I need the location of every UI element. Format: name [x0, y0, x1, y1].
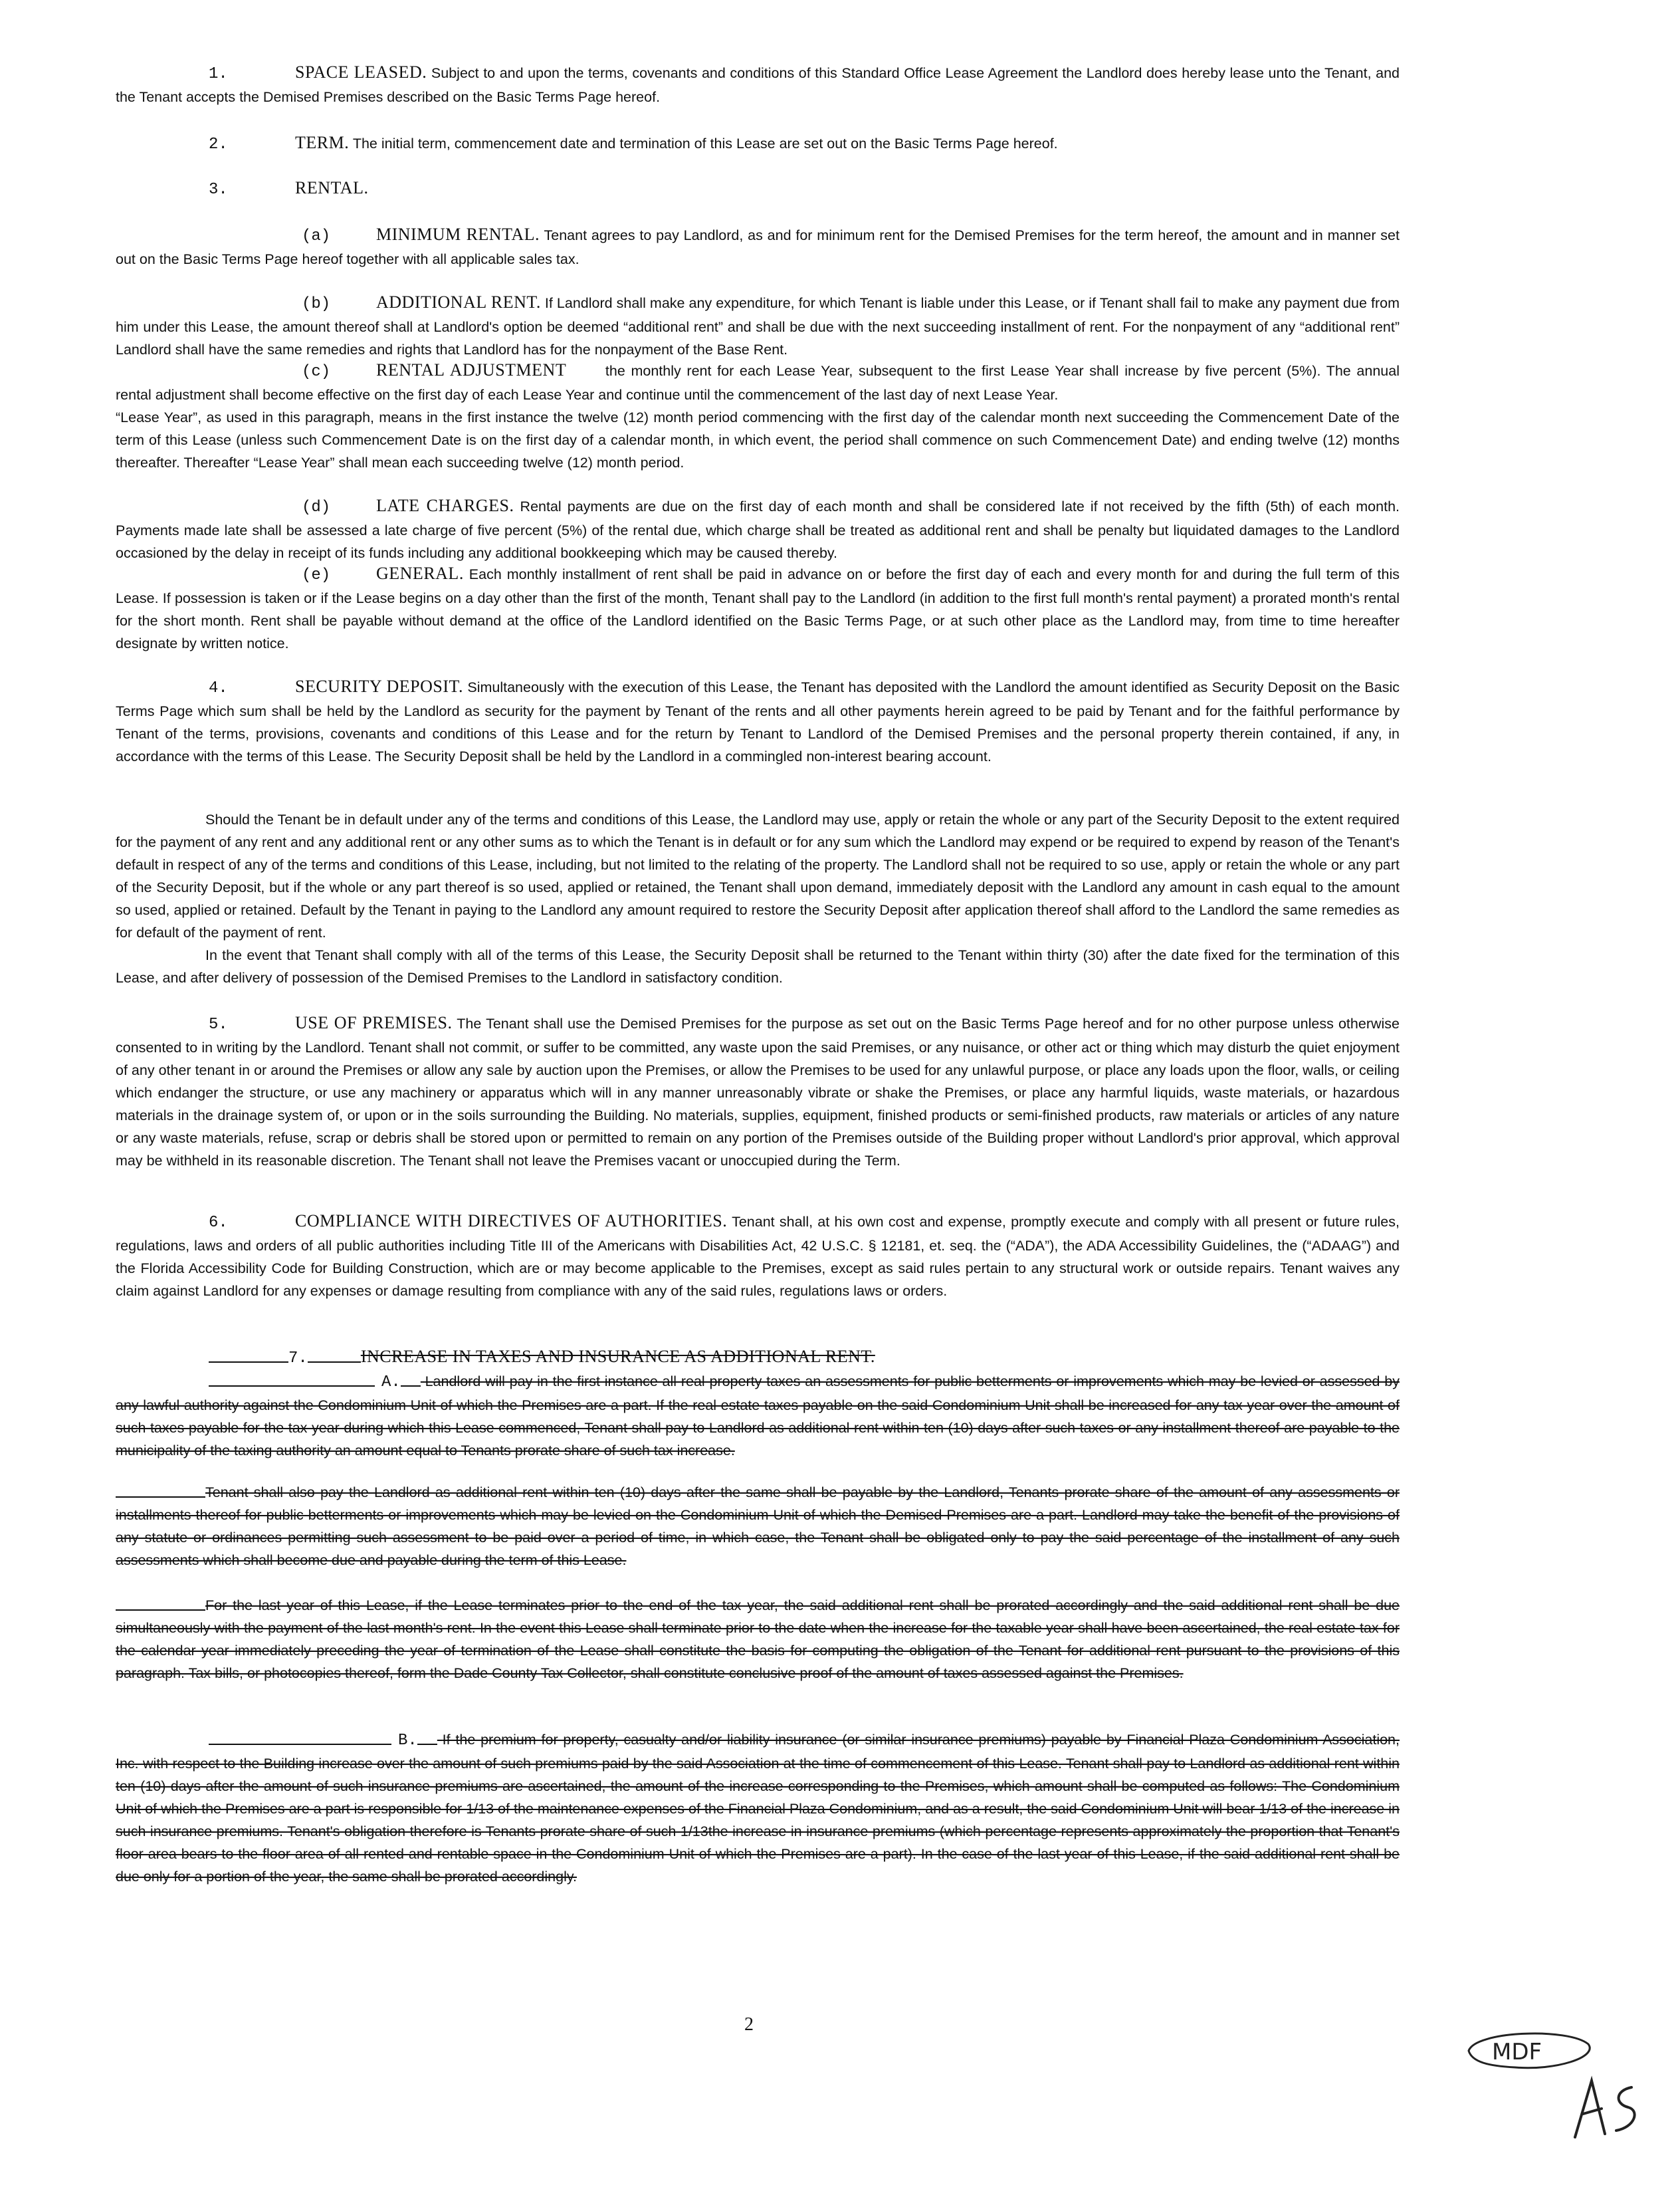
initials-signature [1568, 2067, 1648, 2147]
subsection-body: If Landlord shall make any expenditure, for which Tenant is liable under this Lease, or if Tenant shall fail to make any payment due from him under this Lease, the amount thereof shall at Landlord's option be deemed “additional rent” and shall be due with the next succeeding installment of rent. For the nonpayment of any “additional rent” Landlord shall have the same remedies and rights that Landlord has for the nonpayment of the Base Rent. [116, 295, 1400, 358]
section-body: The Tenant shall use the Demised Premises for the purpose as set out on the Basic Terms Page hereof and for no other purpose unless otherwise consented to in writing by the Landlord. Tenant shall not commit, or suffer to be committed, any waste upon the said Premises, or any nuisance, or other act or thing which may disturb the quiet enjoyment of any other tenant in or around the Premises or allow any sale by auction upon the Premises, or allow the Premises to be used for any unlawful purpose, or place any loads upon the floor, walls, or ceiling which endanger the structure, or use any machinery or apparatus which will in any manner unreasonably vibrate or shake the Premises, or place any harmful liquids, waste materials, or hazardous materials in the drainage system of, or upon or in the soils surrounding the Building. No materials, supplies, equipment, finished products or semi-finished products, raw materials or articles of any nature or any waste materials, refuse, scrap or debris shall be stored upon or permitted to remain on any portion of the Premises outside of the Building proper without Landlord's prior approval, which approval may be withheld in its reasonable discretion. The Tenant shall not leave the Premises vacant or unoccupied during the Term. [116, 1016, 1400, 1169]
section-7-paragraph-3-deleted [116, 1594, 1400, 1684]
section-number: 4. [209, 679, 228, 697]
subsection-heading: MINIMUM RENTAL. [376, 225, 540, 244]
section-7b-deleted [116, 1728, 1400, 1888]
subsection-body: the monthly rent for each Lease Year, subsequent to the first Lease Year shall increase by five percent (5%). The annual rental adjustment shall become effective on the first day of each Lease Year and continue until the commencement of the last day of next Lease Year. [116, 363, 1400, 403]
subsection-number: A. [381, 1373, 401, 1391]
section-number: 7. [288, 1349, 308, 1367]
section-heading: COMPLIANCE WITH DIRECTIVES OF AUTHORITIES. [295, 1211, 728, 1230]
section-4 [116, 675, 1400, 768]
subsection-heading: RENTAL ADJUSTMENT [376, 360, 567, 380]
section-heading: RENTAL. [295, 178, 369, 197]
section-number: 2. [209, 136, 228, 154]
paragraph-text: Should the Tenant be in default under any of the terms and conditions of this Lease, the Landlord may use, apply or retain the whole or any part of the Security Deposit to the extent required for the payment of any rent and any additional rent or any other sums as to which the Tenant is in default or for any sum which the Landlord may expend or be required to expend by reason of the Tenant's default in respect of any of the terms and conditions of this Lease, including, but not limited to the relating of the property. The Landlord shall not be required to so use, apply or retain the whole or any part of the Security Deposit, but if the whole or any part thereof is so used, applied or retained, the Tenant shall upon demand, immediately deposit with the Landlord any amount in cash equal to the amount so used, applied or retained. Default by the Tenant in paying to the Landlord any amount required to restore the Security Deposit after application thereof shall afford to the Landlord the same remedies as for default of the payment of rent. [116, 812, 1400, 941]
subsection-body: If the premium for property, casualty and/or liability insurance (or similar insurance premiums) payable by Financial Plaza Condominium Association, Inc. with respect to the Building increase over the amount of such premiums paid by the said Association at the time of commencement of this Lease. Tenant shall pay to Landlord as additional rent within ten (10) days after the amount of such insurance premiums are ascertained, the amount of the increase corresponding to the Premises, which amount shall be computed as follows: The Condominium Unit of which the Premises are a part is responsible for 1/13 of the maintenance expenses of the Financial Plaza Condominium, and as a result, the said Condominium Unit will bear 1/13 of the increase in such insurance premiums. Tenant's obligation therefore is Tenants prorate share of such 1/13the increase in insurance premiums (which percentage represents approximately the proportion that Tenant's floor area bears to the floor area of all rented and rentable space in the Condominium Unit of which the Premises are a part). In the case of the last year of this Lease, if the said additional rent shall be due only for a portion of the year, the same shall be prorated accordingly. [116, 1732, 1400, 1885]
section-heading: SECURITY DEPOSIT. [295, 677, 463, 696]
section-7-deleted [116, 1345, 1400, 1462]
subsection-heading: ADDITIONAL RENT. [376, 292, 541, 312]
initials-stamp: MDF [1492, 2039, 1542, 2065]
section-4-paragraph-2 [116, 808, 1400, 944]
section-2 [116, 132, 1400, 156]
section-6 [116, 1210, 1400, 1302]
section-heading: USE OF PREMISES. [295, 1013, 453, 1032]
section-3e [116, 562, 1400, 655]
section-number: 3. [209, 181, 228, 199]
subsection-number: (d) [302, 499, 331, 517]
section-3 [116, 177, 1400, 201]
paragraph-text: Tenant shall also pay the Landlord as additional rent within ten (10) days after the same shall be payable by the Landlord, Tenants prorate share of the amount of any assessments or installments thereof for public betterments or improvements which may be levied on the Condominium Unit of which the Demised Premises are a part. Landlord may take the benefit of the provisions of any statute or ordinances permitting such assessment to be paid over a period of time, in which case, the Tenant shall be obligated only to pay the said percentage of the installment of any such assessments which shall become due and payable during the term of this Lease. [116, 1484, 1400, 1568]
section-number: 6. [209, 1214, 228, 1232]
section-4-paragraph-3 [116, 944, 1400, 989]
subsection-number: B. [398, 1732, 417, 1750]
subsection-body: Rental payments are due on the first day of each month and shall be considered late if not received by the fifth (5th) of each month. Payments made late shall be assessed a late charge of five percent (5%) of the rental due, which charge shall be treated as additional rent and shall be penalty but liquidated damages to the Landlord occasioned by the delay in receipt of its funds including any additional bookkeeping which may be caused thereby. [116, 499, 1400, 561]
section-body: The initial term, commencement date and termination of this Lease are set out on the Basic Terms Page hereof. [352, 136, 1058, 152]
subsection-body: Tenant agrees to pay Landlord, as and for minimum rent for the Demised Premises for the term hereof, the amount and in manner set out on the Basic Terms Page hereof together with all applicable sales tax. [116, 227, 1400, 267]
subsection-number: (c) [302, 363, 331, 381]
page-number: 2 [744, 2014, 754, 2035]
section-heading: TERM. [295, 133, 350, 152]
section-1 [116, 61, 1400, 108]
section-heading: INCREASE IN TAXES AND INSURANCE AS ADDITIONAL RENT. [360, 1347, 875, 1366]
section-3d [116, 495, 1400, 564]
paragraph-text: For the last year of this Lease, if the Lease terminates prior to the end of the tax year, the said additional rent shall be prorated accordingly and the said additional rent shall be due simultaneously with the payment of the last month's rent. In the event this Lease shall terminate prior to the date when the increase for the taxable year shall have been ascertained, the real estate tax for the calendar year immediately preceding the year of termination of the Lease shall constitute the basis for computing the obligation of the Tenant for additional rent pursuant to the provisions of this paragraph. Tax bills, or photocopies thereof, form the Dade County Tax Collector, shall constitute conclusive proof of the amount of taxes assessed against the Premises. [116, 1597, 1400, 1681]
section-body: Tenant shall, at his own cost and expense, promptly execute and comply with all present or future rules, regulations, laws and orders of all public authorities including Title III of the Americans with Disabilities Act, 42 U.S.C. § 12181, et. seq. the (“ADA”), the ADA Accessibility Guidelines, the (“ADAAG”) and the Florida Accessibility Code for Building Construction, which are or may become applicable to the Premises, except as said rules pertain to any structural work or outside repairs. Tenant waives any claim against Landlord for any expenses or damage resulting from compliance with any of the said rules, regulations laws or orders. [116, 1214, 1400, 1299]
subsection-body: Each monthly installment of rent shall be paid in advance on or before the first day of each and every month for and during the full term of this Lease. If possession is taken or if the Lease begins on a day other than the first of the month, Tenant shall pay to the Landlord (in addition to the first full month's rental payment) a prorated month's rental for the short month. Rent shall be payable without demand at the office of the Landlord identified on the Basic Terms Page, or at such other place as the Landlord may, from time to time hereafter designate by written notice. [116, 566, 1400, 651]
section-3b [116, 291, 1400, 361]
section-number: 5. [209, 1016, 228, 1034]
subsection-number: (a) [302, 227, 331, 245]
section-body: Simultaneously with the execution of this Lease, the Tenant has deposited with the Landlord the amount identified as Security Deposit on the Basic Terms Page which sum shall be held by the Landlord as security for the payment by Tenant of the rents and all other payments herein agreed to be paid by Tenant and for the faithful performance by Tenant of the terms, provisions, covenants and conditions of this Lease and for the return by Tenant to Landlord of the Demised Premises and the personal property therein contained, if any, in accordance with the terms of this Lease. The Security Deposit shall be held by the Landlord in a commingled non-interest bearing account. [116, 679, 1400, 764]
subsection-heading: LATE CHARGES. [376, 496, 514, 515]
subsection-number: (b) [302, 295, 331, 313]
section-body: Subject to and upon the terms, covenants and conditions of this Standard Office Lease Agreement the Landlord does hereby lease unto the Tenant, and the Tenant accepts the Demised Premises described on the Basic Terms Page hereof. [116, 65, 1400, 105]
section-3c [116, 359, 1400, 474]
section-number: 1. [209, 65, 228, 83]
subsection-number: (e) [302, 566, 331, 584]
section-7-paragraph-2-deleted [116, 1481, 1400, 1571]
paragraph-text: In the event that Tenant shall comply with all of the terms of this Lease, the Security Deposit shall be returned to the Tenant within thirty (30) after the date fixed for the termination of this Lease, and after delivery of possession of the Demised Premises to the Landlord in satisfactory condition. [116, 947, 1400, 986]
section-3a [116, 223, 1400, 271]
section-heading: SPACE LEASED. [295, 62, 427, 82]
subsection-body-2: “Lease Year”, as used in this paragraph, means in the first instance the twelve (12) month period commencing with the first day of the calendar month next succeeding the Commencement Date of the term of this Lease (unless such Commencement Date is on the first day of a calendar month, in which event, the period shall commence on such Commencement Date) and ending twelve (12) months thereafter. Thereafter “Lease Year” shall mean each succeeding twelve (12) month period. [116, 409, 1400, 471]
subsection-heading: GENERAL. [376, 564, 464, 583]
subsection-body: Landlord will pay in the first instance all real property taxes an assessments for public betterments or improvements which may be levied or assessed by any lawful authority against the Condominium Unit of which the Premises are a part. If the real estate taxes payable on the said Condominium Unit shall be increased for any tax year over the amount of such taxes payable for the tax year during which this Lease commenced, Tenant shall pay to Landlord as additional rent within ten (10) days after such taxes or any installment thereof are payable to the municipality of the taxing authority an amount equal to Tenants prorate share of such tax increase. [116, 1373, 1400, 1458]
section-5 [116, 1012, 1400, 1172]
